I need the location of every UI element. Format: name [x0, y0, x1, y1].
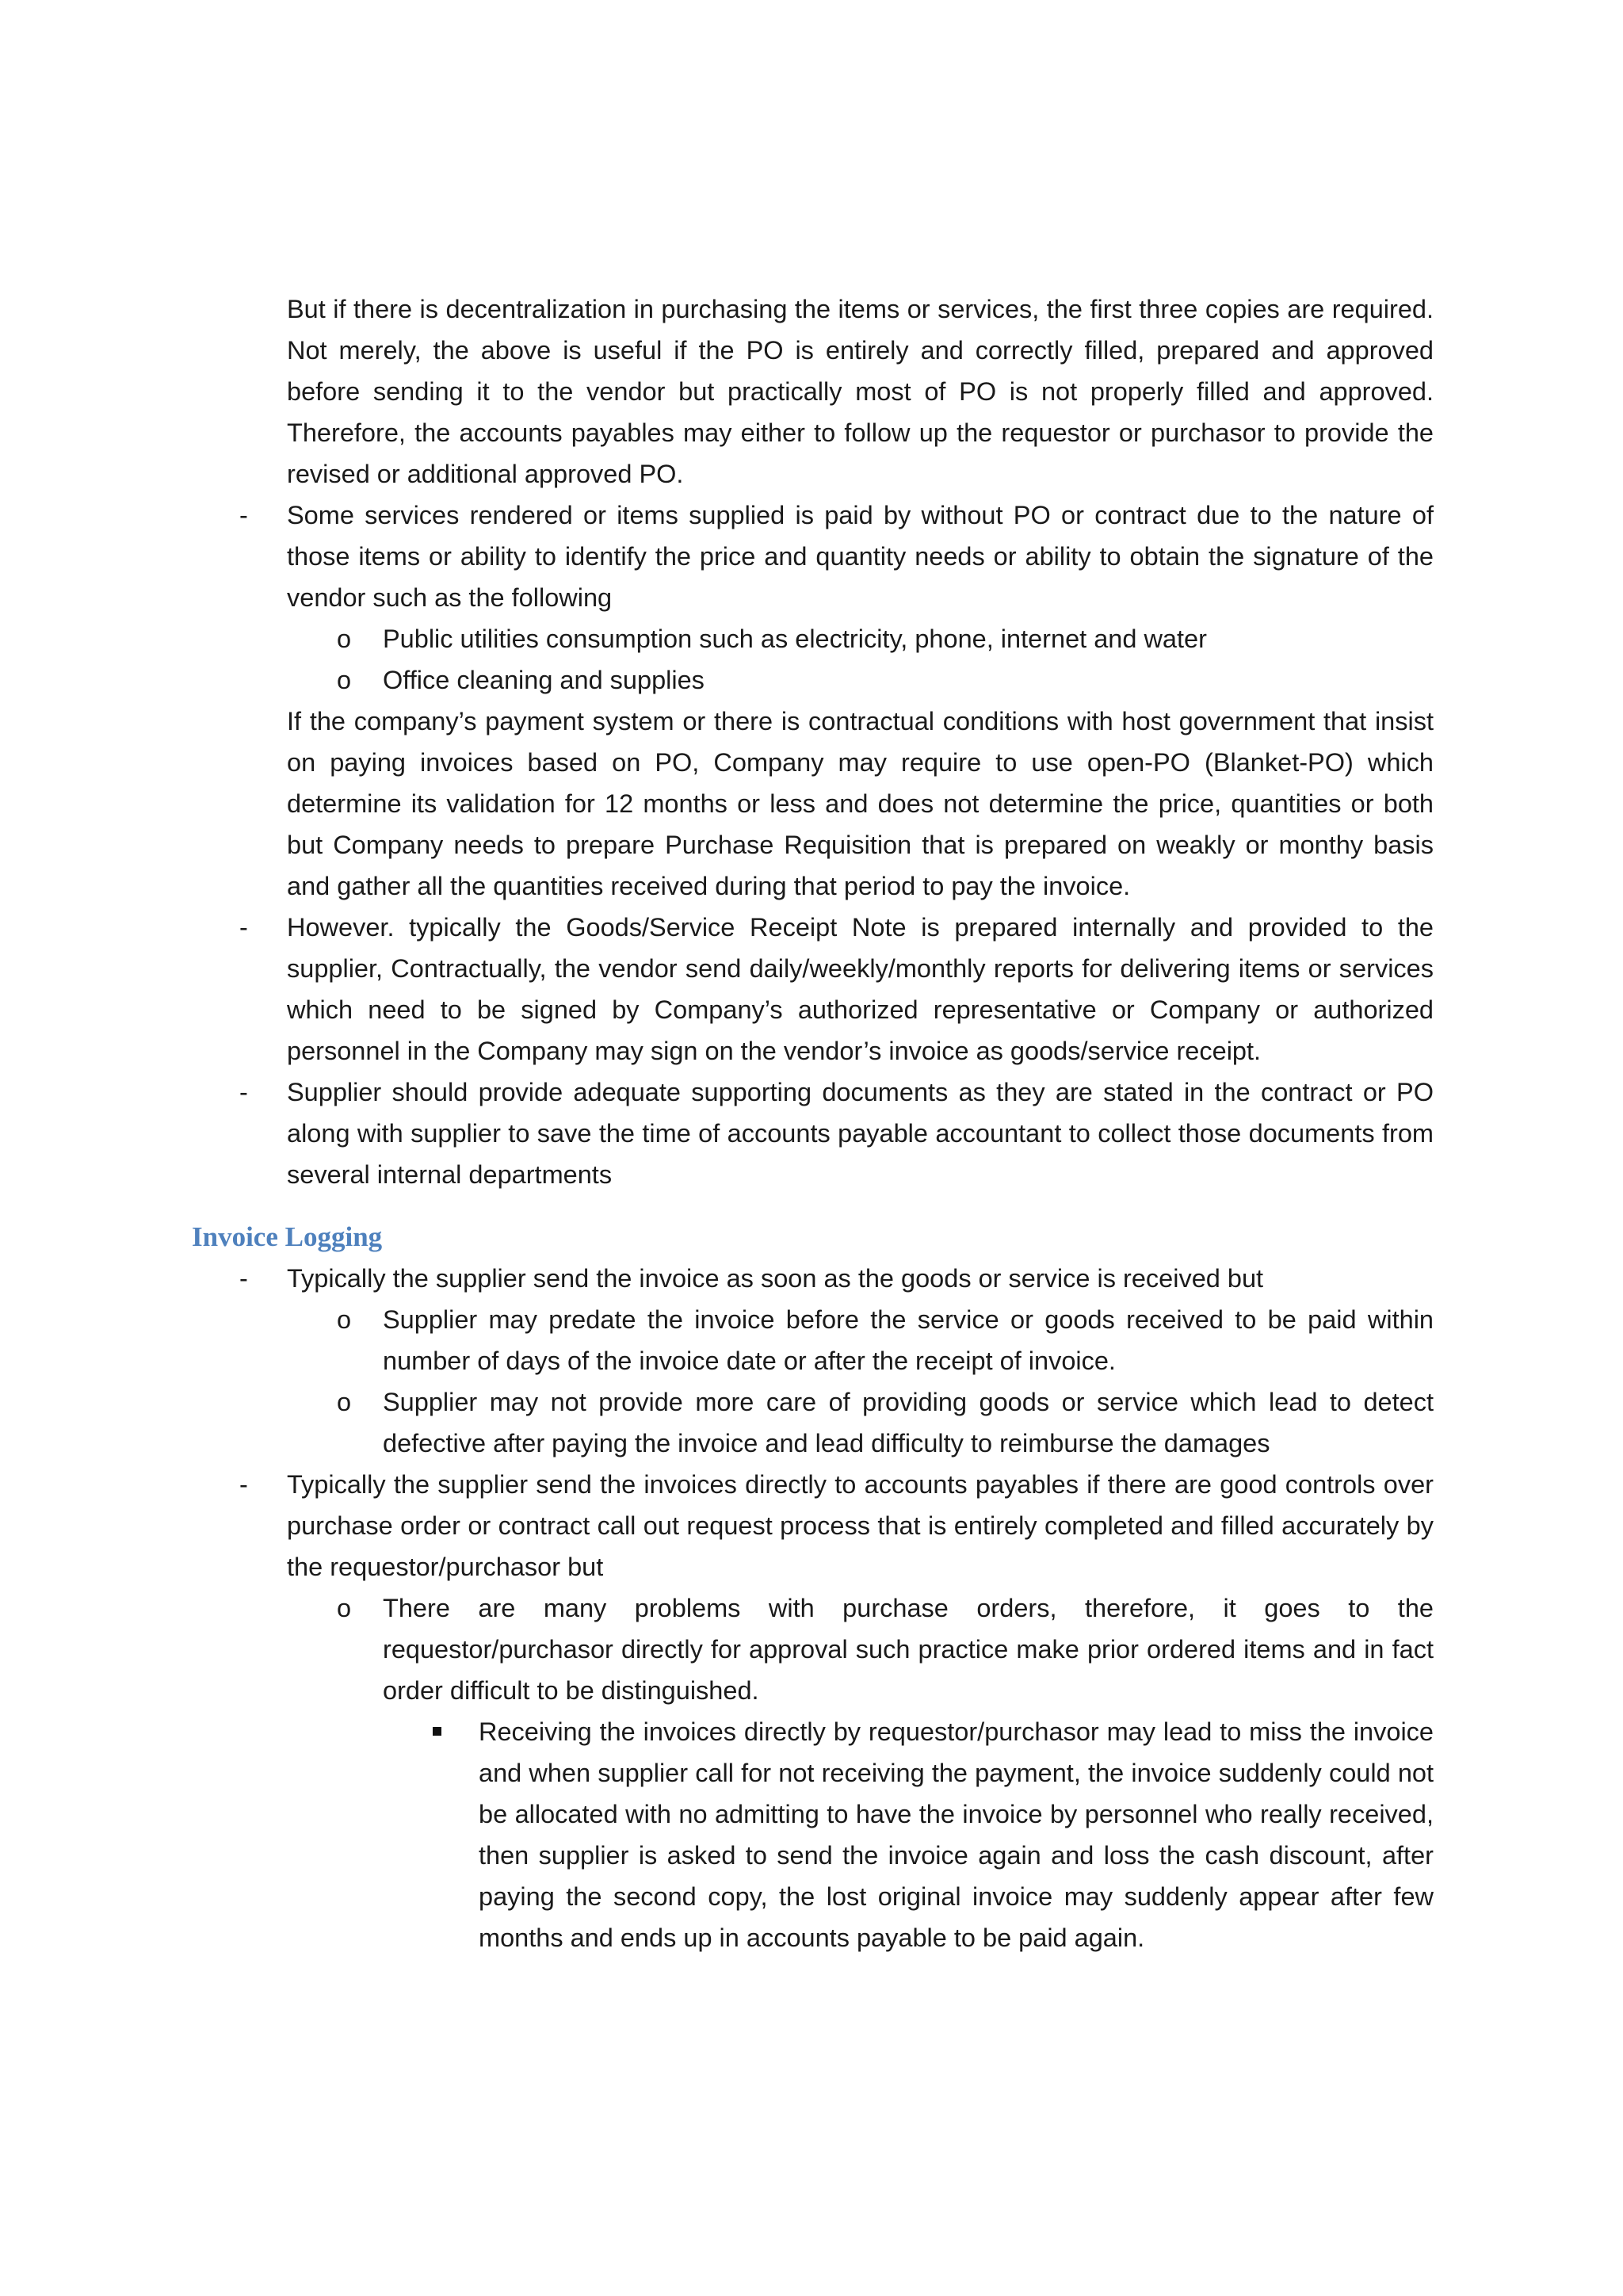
sub-list-item [337, 618, 1434, 659]
sub-list-item [337, 659, 1434, 701]
list-item-text: Some services rendered or items supplied is paid by without PO or contract due to the nature of those items or ability to identify the price and quantity needs or ability to obtain the signature of the vendor such as the following [287, 501, 1434, 612]
dash-bullet: - [239, 1470, 248, 1499]
sub-list-item [337, 1587, 1434, 1711]
section-heading: Invoice Logging [192, 1221, 383, 1252]
list-item [239, 1464, 1434, 1587]
dash-bullet: - [239, 1078, 248, 1106]
sub-list-item-text: Office cleaning and supplies [383, 666, 705, 694]
circle-bullet: o [337, 666, 352, 694]
sub-list-item [337, 1381, 1434, 1464]
sub-list-item [337, 1299, 1434, 1381]
intro-paragraph: But if there is decentralization in purchasing the items or services, the first three copies are required. Not merely, the above is useful if the PO is entirely and correctly filled, prepared and approved before sending it to the vendor but practically most of PO is not properly filled and approved. Therefore, the accounts payables may either to follow up the requestor or purchasor to provide the revised or additional approved PO. [287, 295, 1434, 488]
list-item [239, 495, 1434, 618]
sub-list-item-text: Public utilities consumption such as electricity, phone, internet and water [383, 625, 1207, 653]
sub-sub-list-item-text: Receiving the invoices directly by requestor/purchasor may lead to miss the invoice and when supplier call for not receiving the payment, the invoice suddenly could not be allocated with no admitting to have the invoice by personnel who really received, then supplier is asked to send the invoice again and loss the cash discount, after paying the second copy, the lost original invoice may suddenly appear after few months and ends up in accounts payable to be paid again. [479, 1717, 1434, 1952]
sub-sub-list-item [479, 1711, 1434, 1958]
blanket-po-paragraph: If the company’s payment system or there is contractual conditions with host government that insist on paying invoices based on PO, Company may require to use open-PO (Blanket-PO) which determine its validation for 12 months or less and does not determine the price, quantities or both but Company needs to prepare Purchase Requisition that is prepared on weakly or monthy basis and gather all the quantities received during that period to pay the invoice. [287, 707, 1434, 900]
list-item-text: However. typically the Goods/Service Receipt Note is prepared internally and provided to the supplier, Contractually, the vendor send daily/weekly/monthly reports for delivering items or services which need to be signed by Company’s authorized representative or Company or authorized personnel in the Company may sign on the vendor’s invoice as goods/service receipt. [287, 913, 1434, 1065]
dash-bullet: - [239, 913, 248, 942]
sub-list-item-text: There are many problems with purchase orders, therefore, it goes to the requestor/purchasor directly for approval such practice make prior ordered items and in fact order difficult to be distinguished. [383, 1594, 1434, 1705]
list-item [239, 1072, 1434, 1195]
dash-bullet: - [239, 1264, 248, 1293]
list-item-text: Supplier should provide adequate supporting documents as they are stated in the contract or PO along with supplier to save the time of accounts payable accountant to collect those documents from several internal departments [287, 1078, 1434, 1189]
circle-bullet: o [337, 1305, 352, 1334]
list-item [239, 907, 1434, 1072]
circle-bullet: o [337, 1594, 352, 1622]
sub-list-item-text: Supplier may not provide more care of providing goods or service which lead to detect defective after paying the invoice and lead difficulty to reimburse the damages [383, 1388, 1434, 1457]
square-bullet-icon [433, 1727, 441, 1736]
circle-bullet: o [337, 1388, 352, 1416]
list-item-text: Typically the supplier send the invoices directly to accounts payables if there are good controls over purchase order or contract call out request process that is entirely completed and filled accurately by the requestor/purchasor but [287, 1470, 1434, 1581]
circle-bullet: o [337, 625, 352, 653]
list-item [239, 1258, 1434, 1299]
sub-list-item-text: Supplier may predate the invoice before the service or goods received to be paid within number of days of the invoice date or after the receipt of invoice. [383, 1305, 1434, 1375]
dash-bullet: - [239, 501, 248, 529]
list-item-text: Typically the supplier send the invoice as soon as the goods or service is received but [287, 1264, 1264, 1293]
